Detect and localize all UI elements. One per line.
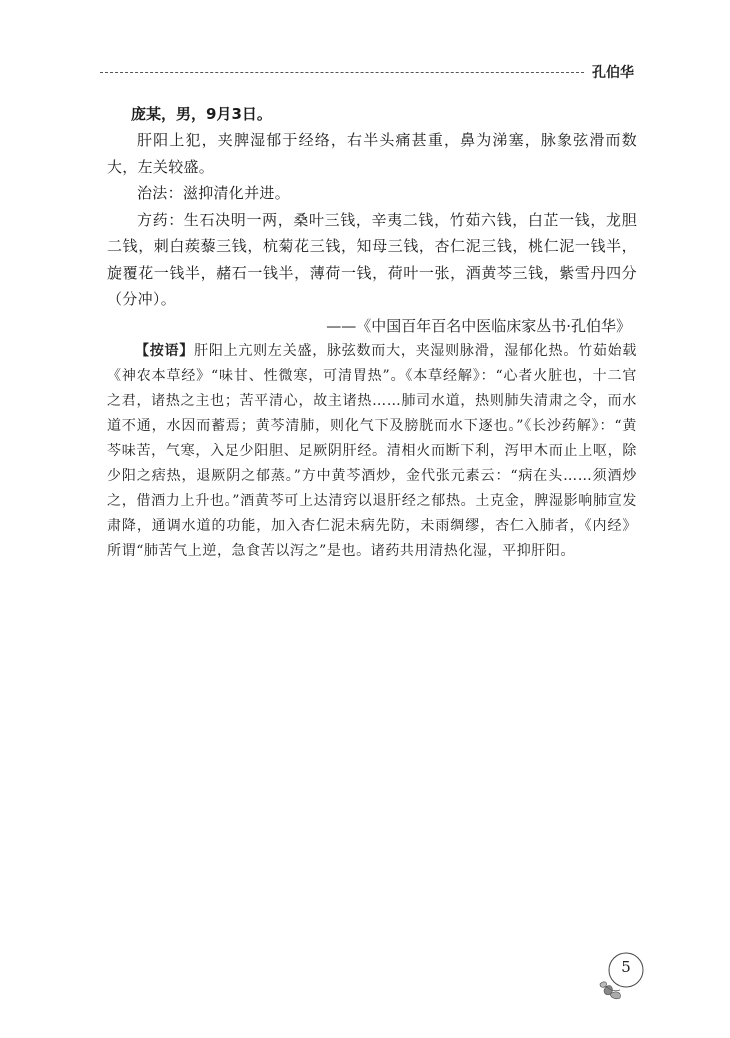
page-number: 5: [621, 958, 631, 976]
source-citation: ——《中国百年百名中医临床家丛书·孔伯华》: [326, 316, 631, 335]
treatment-method: 治法：滋抑清化并进。: [137, 184, 291, 202]
case-description: 肝阳上犯，夹脾湿郁于经络，右半头痛甚重，鼻为涕塞，脉象弦滑而数大，左关较盛。: [107, 131, 637, 176]
case-title: 庞某，男，9月3日。: [131, 105, 272, 123]
header-dashed-rule: [100, 72, 584, 73]
prescription: 方药：生石决明一两，桑叶三钱，辛夷二钱，竹茹六钱，白芷一钱，龙胆二钱，刺白蒺藜三钱，杭菊花三钱，知母三钱，杏仁泥三钱，桃仁泥一钱半，旋覆花一钱半，赭石一钱半，薄荷一钱，荷叶一张，酒黄芩三钱，紫雪丹四分（分冲）。: [107, 210, 637, 308]
commentary-paragraph: [107, 339, 637, 564]
running-title: 孔伯华: [592, 65, 634, 81]
page-content: [107, 101, 637, 564]
commentary-label: 【按语】: [135, 342, 195, 359]
commentary-text: 肝阳上亢则左关盛，脉弦数而大，夹湿则脉滑，湿郁化热。竹茹始载《神农本草经》“味甘、性微寒，可清胃热”。《本草经解》：“心者火脏也，十二官之君，诸热之主也；苦平清心，故主诸热……肺司水道，热则肺失清肃之令，而水道不通，水因而蓄焉；黄芩清肺，则化气下及膀胱而水下逐也。”《长沙药解》：“黄芩味苦，气寒，入足少阳胆、足厥阴肝经。清相火而断下利，泻甲木而止上呕，除少阳之痞热，退厥阴之郁蒸。”方中黄芩酒炒，金代张元素云：“病在头……须酒炒之，借酒力上升也。”酒黄芩可上达清窍以退肝经之郁热。土克金，脾湿影响肺宣发肃降，通调水道的功能，加入杏仁泥未病先防，未雨绸缪，杏仁入肺者，《内经》所谓“肺苦气上逆，急食苦以泻之”是也。诸药共用清热化湿，平抑肝阳。: [107, 342, 637, 559]
